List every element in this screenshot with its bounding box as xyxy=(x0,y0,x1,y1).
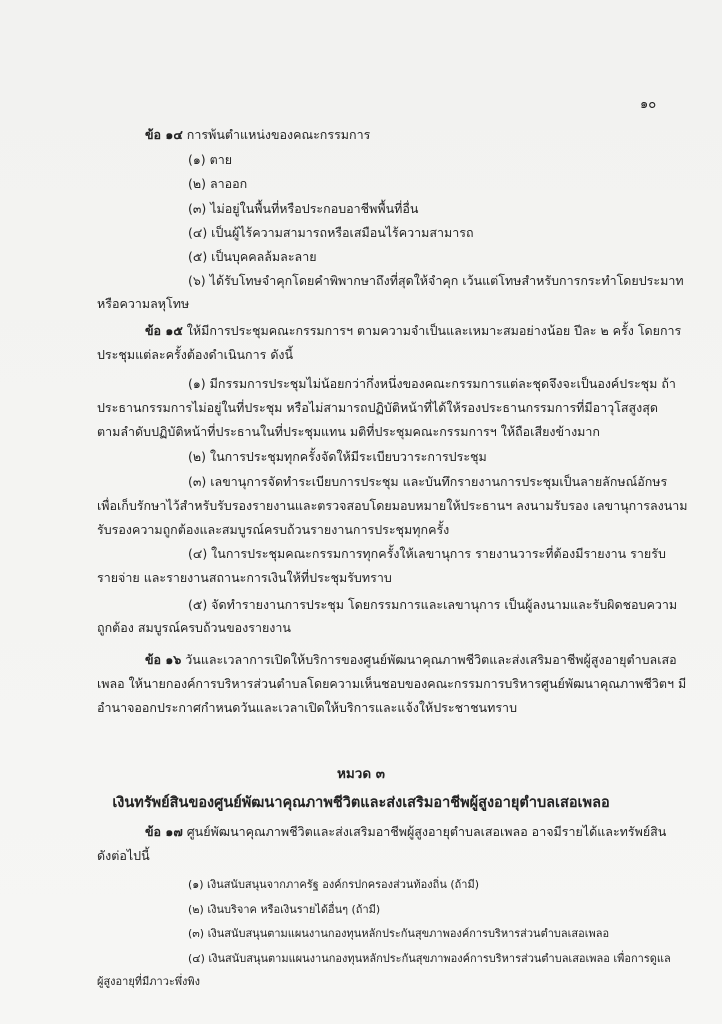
clause-14-title: การพ้นตำแหน่งของคณะกรรมการ xyxy=(186,127,371,142)
chapter-title: เงินทรัพย์สินของศูนย์พัฒนาคุณภาพชีวิตและส่งเสริมอาชีพผู้สูงอายุตำบลเสอเพลอ xyxy=(112,795,610,811)
clause-14-item: (๖) ได้รับโทษจำคุกโดยคำพิพากษาถึงที่สุดให้จำคุก เว้นแต่โทษสำหรับการกระทำโดยประมาท xyxy=(188,273,684,288)
clause-14-item: (๒) ลาออก xyxy=(188,176,248,191)
clause-16-line: เพลอ ให้นายกองค์การบริหารส่วนตำบลโดยความเห็นชอบของคณะกรรมการบริหารศูนย์พัฒนาคุณภาพชีวิตฯ มี xyxy=(97,676,687,691)
clause-15-item-4: รายจ่าย และรายงานสถานะการเงินให้ที่ประชุมรับทราบ xyxy=(97,570,392,585)
clause-16-line xyxy=(145,652,677,668)
clause-14-item: (๓) ไม่อยู่ในพื้นที่หรือประกอบอาชีพพื้นที่อื่น xyxy=(188,201,419,216)
clause-17-line xyxy=(145,824,666,840)
clause-14-item-6-continued: หรือความลหุโทษ xyxy=(97,296,190,311)
clause-17-text: ศูนย์พัฒนาคุณภาพชีวิตและส่งเสริมอาชีพผู้สูงอายุตำบลเสอเพลอ อาจมีรายได้และทรัพย์สิน xyxy=(186,824,667,839)
clause-17-line: ดังต่อไปนี้ xyxy=(97,848,150,863)
clause-15-item-5: (๕) จัดทำรายงานการประชุม โดยกรรมการและเลขานุการ เป็นผู้ลงนามและรับผิดชอบความ xyxy=(188,597,678,612)
clause-15-item-1: ประธานกรรมการไม่อยู่ในที่ประชุม หรือไม่สามารถปฏิบัติหน้าที่ได้ให้รองประธานกรรมการที่มีอาวุโสสูงสุด xyxy=(97,400,659,415)
clause-17-item-4-continued: ผู้สูงอายุที่มีภาวะพึ่งพิง xyxy=(97,975,201,988)
clause-15-item-3: รับรองความถูกต้องและสมบูรณ์ครบถ้วนรายงานการประชุมทุกครั้ง xyxy=(97,522,450,537)
clause-14-item: (๔) เป็นผู้ไร้ความสามารถหรือเสมือนไร้ความสามารถ xyxy=(188,225,474,240)
clause-15-text: ให้มีการประชุมคณะกรรมการฯ ตามความจำเป็นและเหมาะสมอย่างน้อย ปีละ ๒ ครั้ง โดยการ xyxy=(186,323,682,338)
clause-17-item: (๑) เงินสนับสนุนจากภาครัฐ องค์กรปกครองส่วนท้องถิ่น (ถ้ามี) xyxy=(188,878,480,891)
clause-16-line: อำนาจออกประกาศกำหนดวันและเวลาเปิดให้บริการและแจ้งให้ประชาชนทราบ xyxy=(97,700,518,715)
clause-14-heading xyxy=(145,127,370,143)
clause-15-item-5: ถูกต้อง สมบูรณ์ครบถ้วนของรายงาน xyxy=(97,620,291,635)
clause-15-item-3: (๓) เลขานุการจัดทำระเบียบการประชุม และบันทึกรายงานการประชุมเป็นลายลักษณ์อักษร xyxy=(188,474,668,489)
clause-17-item: (๒) เงินบริจาค หรือเงินรายได้อื่นๆ (ถ้ามี) xyxy=(188,903,381,916)
clause-14-item: (๑) ตาย xyxy=(188,152,233,167)
clause-15-item-4: (๔) ในการประชุมคณะกรรมการทุกครั้งให้เลขานุการ รายงานวาระที่ต้องมีรายงาน รายรับ xyxy=(188,546,666,561)
clause-15-line xyxy=(145,323,681,339)
clause-14-number: ข้อ ๑๔ xyxy=(145,127,183,142)
clause-14-item: (๕) เป็นบุคคลล้มละลาย xyxy=(188,249,317,264)
clause-17-item: (๔) เงินสนับสนุนตามแผนงานกองทุนหลักประกันสุขภาพองค์การบริหารส่วนตำบลเสอเพลอ เพื่อการดูแล xyxy=(188,952,671,965)
clause-15-item-1: (๑) มีกรรมการประชุมไม่น้อยกว่ากึ่งหนึ่งของคณะกรรมการแต่ละชุดจึงจะเป็นองค์ประชุม ถ้า xyxy=(188,376,676,391)
clause-17-item: (๓) เงินสนับสนุนตามแผนงานกองทุนหลักประกันสุขภาพองค์การบริหารส่วนตำบลเสอเพลอ xyxy=(188,927,610,940)
page-number: ๑๐ xyxy=(640,97,657,112)
chapter-label: หมวด ๓ xyxy=(336,766,386,782)
clause-15-line: ประชุมแต่ละครั้งต้องดำเนินการ ดังนี้ xyxy=(97,347,294,362)
clause-15-item-1: ตามลำดับปฏิบัติหน้าที่ประธานในที่ประชุมแทน มติที่ประชุมคณะกรรมการฯ ให้ถือเสียงข้างมาก xyxy=(97,424,601,439)
clause-15-item-3: เพื่อเก็บรักษาไว้สำหรับรับรองรายงานและตรวจสอบโดยมอบหมายให้ประธานฯ ลงนามรับรอง เลขานุการลงนาม xyxy=(97,498,688,513)
clause-15-item-2: (๒) ในการประชุมทุกครั้งจัดให้มีระเบียบวาระการประชุม xyxy=(188,449,487,464)
clause-15-number: ข้อ ๑๕ xyxy=(145,323,183,338)
clause-16-text: วันและเวลาการเปิดให้บริการของศูนย์พัฒนาคุณภาพชีวิตและส่งเสริมอาชีพผู้สูงอายุตำบลเสอ xyxy=(185,652,677,667)
clause-16-number: ข้อ ๑๖ xyxy=(145,652,182,667)
clause-17-number: ข้อ ๑๗ xyxy=(145,824,183,839)
